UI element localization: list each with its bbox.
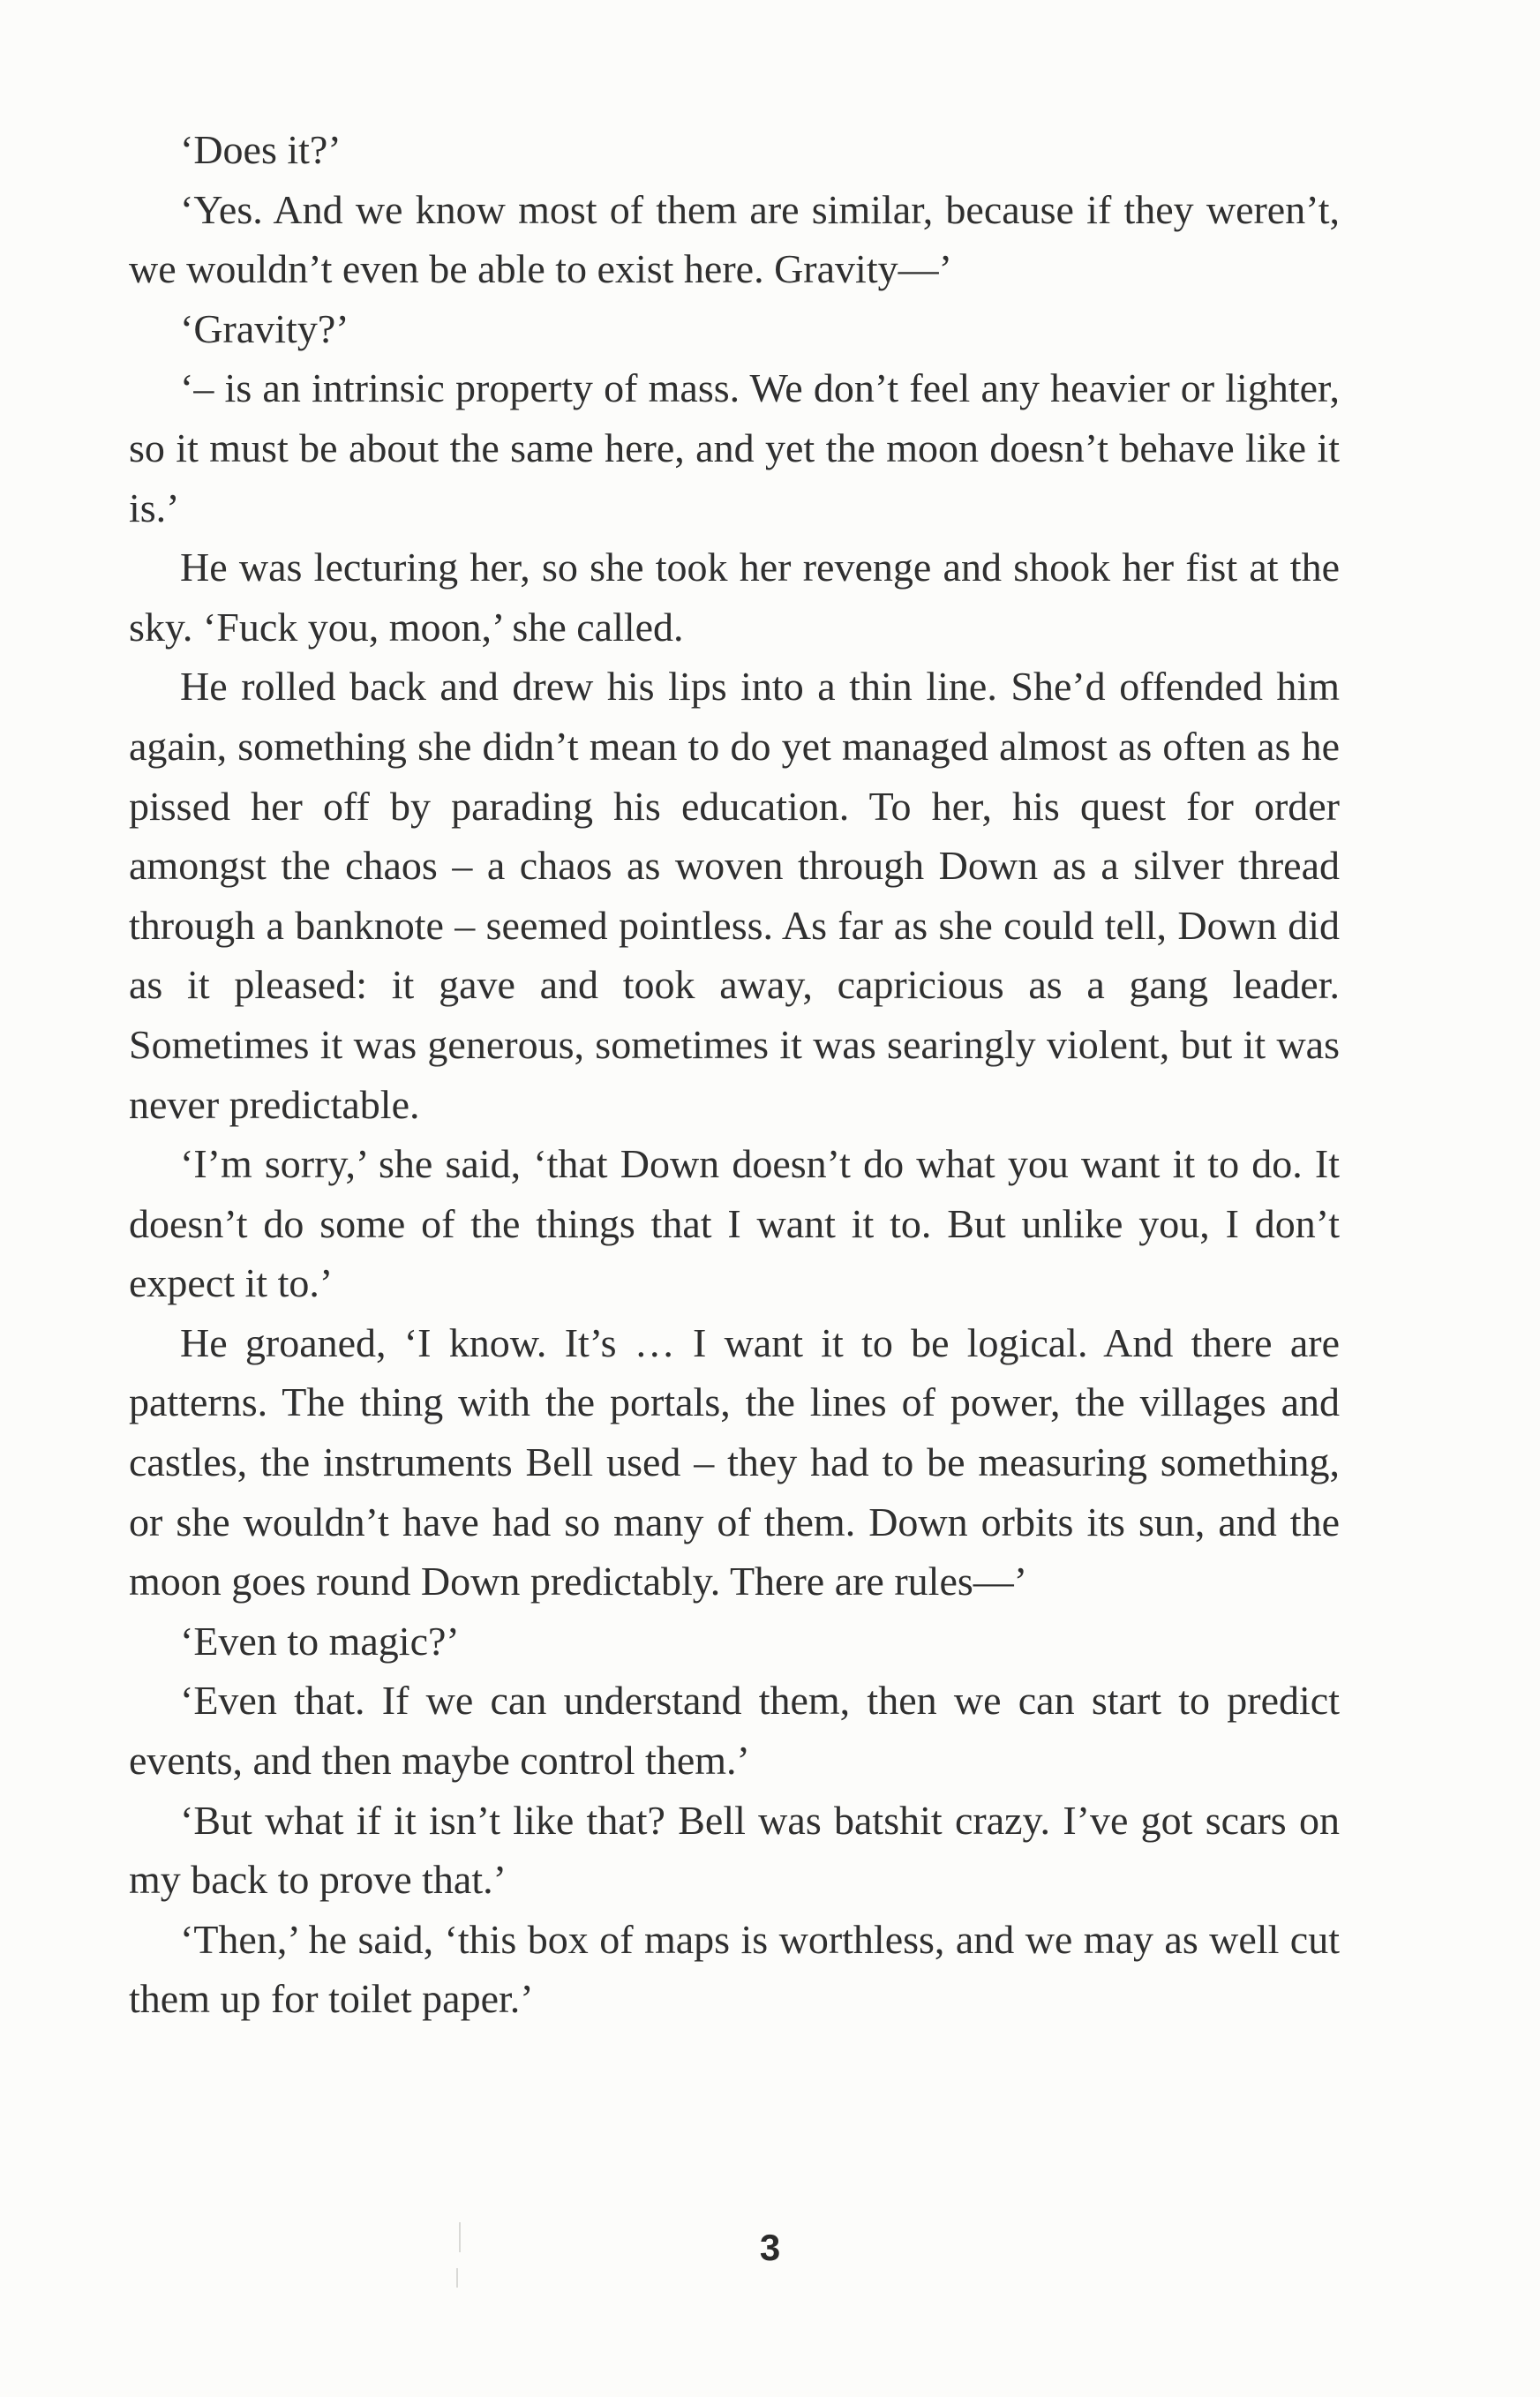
paragraph-10: ‘Even that. If we can understand them, then we can start to predict events, and then maybe control them.’ (129, 1678, 1340, 1784)
body-text (129, 120, 1340, 2029)
paragraph-9: ‘Even to magic?’ (180, 1618, 460, 1664)
paragraph-8: He groaned, ‘I know. It’s … I want it to be logical. And there are patterns. The thing with the portals, the lines of power, the villages and castles, the instruments Bell used – they had to be measuring something, or she wouldn’t have had so many of them. Down orbits its sun, and the moon goes round Down predictably. There are rules—’ (129, 1319, 1340, 1604)
paragraph-3: ‘Gravity?’ (180, 305, 349, 351)
paragraph-11: ‘But what if it isn’t like that? Bell was batshit crazy. I’ve got scars on my back to prove that.’ (129, 1797, 1340, 1903)
paragraph-12: ‘Then,’ he said, ‘this box of maps is worthless, and we may as well cut them up for toilet paper.’ (129, 1916, 1340, 2022)
paragraph-7: ‘I’m sorry,’ she said, ‘that Down doesn’t do what you want it to do. It doesn’t do some of the things that I want it to. But unlike you, I don’t expect it to.’ (129, 1141, 1340, 1306)
scan-mark (456, 2268, 458, 2288)
paragraph-4: ‘– is an intrinsic property of mass. We don’t feel any heavier or lighter, so it must be about the same here, and yet the moon doesn’t behave like it is.’ (129, 365, 1340, 530)
paragraph-6: He rolled back and drew his lips into a thin line. She’d offended him again, something she didn’t mean to do yet managed almost as often as he pissed her off by parading his education. To her, his quest for order amongst the chaos – a chaos as woven through Down as a silver thread through a banknote – seemed pointless. As far as she could tell, Down did as it pleased: it gave and took away, capricious as a gang leader. Sometimes it was generous, sometimes it was searingly violent, but it was never predictable. (129, 664, 1340, 1127)
paragraph-5: He was lecturing her, so she took her revenge and shook her fist at the sky. ‘Fuck you, moon,’ she called. (129, 545, 1340, 650)
paragraph-2: ‘Yes. And we know most of them are similar, because if they weren’t, we wouldn’t even be able to exist here. Gravity—’ (129, 186, 1340, 292)
page-number: 3 (759, 2227, 781, 2268)
paragraph-1: ‘Does it?’ (180, 127, 342, 172)
